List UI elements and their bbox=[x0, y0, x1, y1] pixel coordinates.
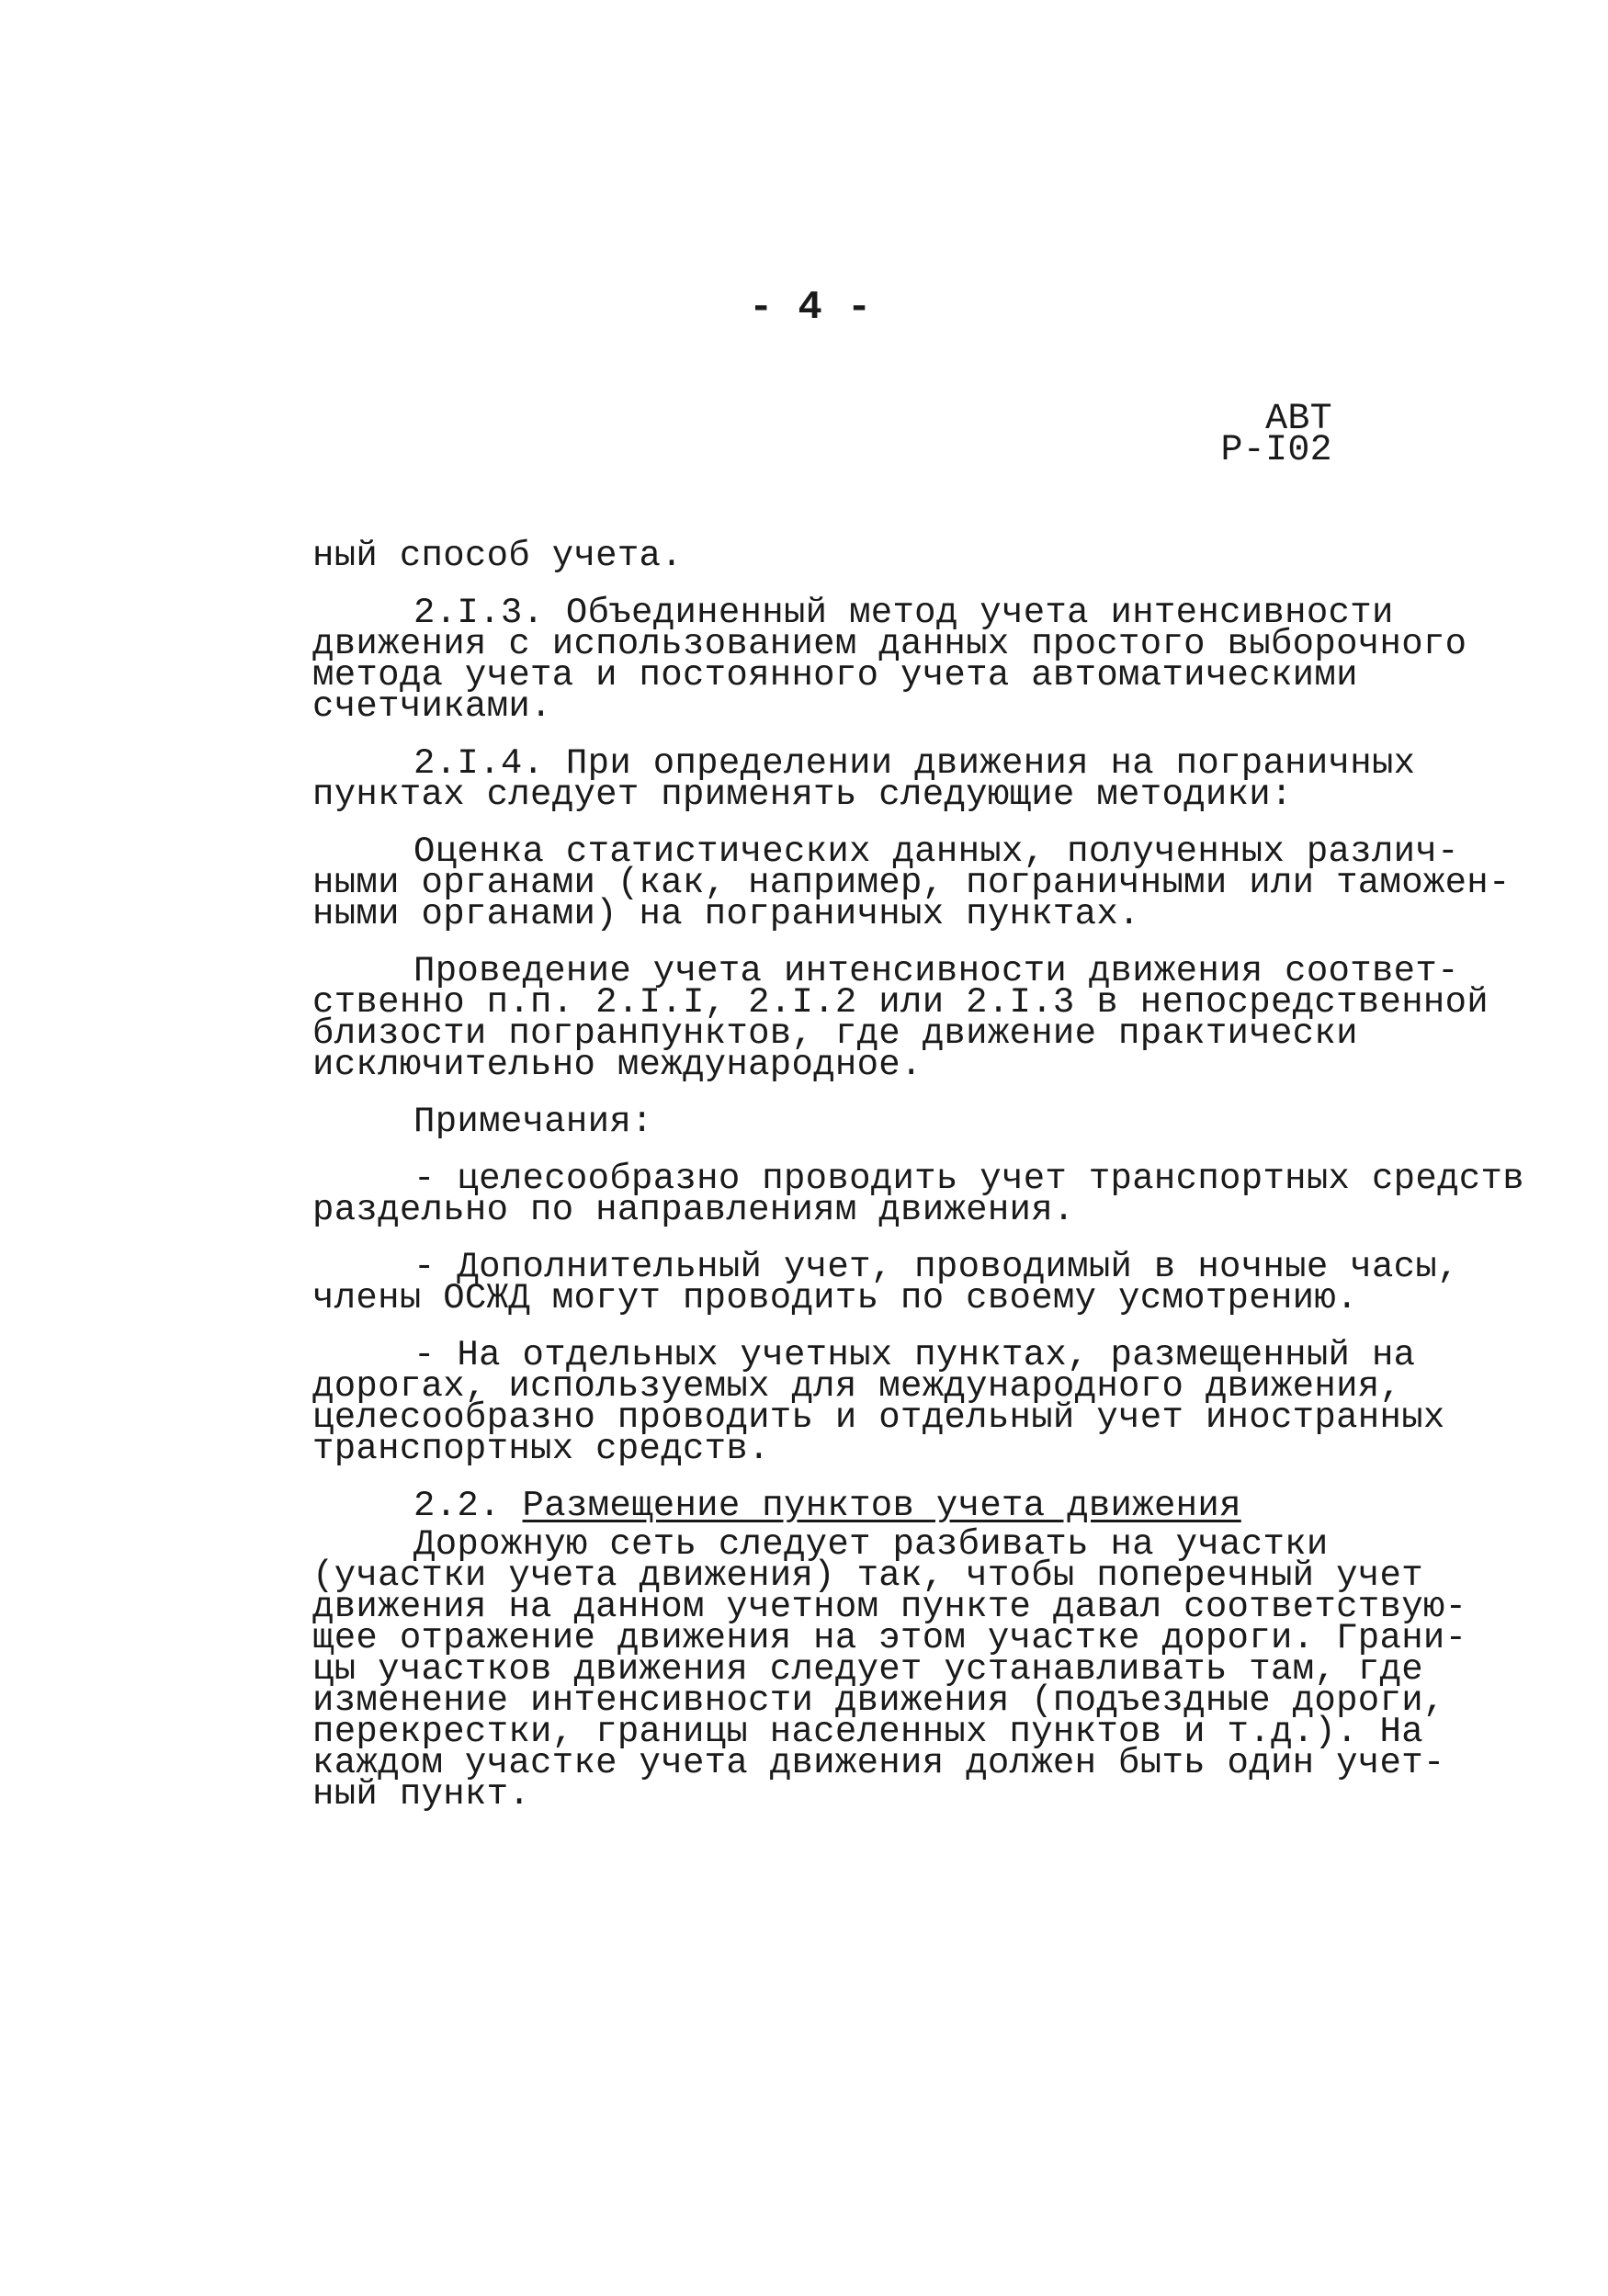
section-heading-line bbox=[312, 1486, 1452, 1526]
text-line: изменение интенсивности движения (подъездные дороги, bbox=[312, 1680, 1445, 1721]
text-line: (участки учета движения) так, чтобы поперечный учет bbox=[312, 1555, 1423, 1596]
text-line: счетчиками. bbox=[312, 686, 552, 727]
text-line: Проведение учета интенсивности движения соответ- bbox=[413, 951, 1459, 991]
section-heading-2-2 bbox=[312, 1486, 1452, 1526]
text-line: метода учета и постоянного учета автоматическими bbox=[312, 655, 1358, 696]
page-number: - 4 - bbox=[749, 285, 872, 331]
body-text bbox=[312, 536, 1524, 1836]
text-line: ными органами (как, например, пограничными или таможен- bbox=[312, 863, 1511, 903]
section-number: 2.2. bbox=[413, 1486, 501, 1526]
text-line: ными органами) на пограничных пунктах. bbox=[312, 894, 1140, 934]
text-line: ственно п.п. 2.I.I, 2.I.2 или 2.I.3 в непосредственной bbox=[312, 982, 1489, 1023]
paragraph-intro bbox=[312, 536, 1452, 576]
paragraph-statistics bbox=[312, 831, 1511, 934]
text-line: движения на данном учетном пункте давал соответствую- bbox=[312, 1587, 1467, 1627]
text-line: транспортных средств. bbox=[312, 1429, 770, 1469]
paragraph-2-1-4 bbox=[312, 743, 1452, 815]
paragraph-2-1-3 bbox=[312, 593, 1467, 727]
text-line: целесообразно проводить и отдельный учет иностранных bbox=[312, 1397, 1445, 1438]
text-line: цы участков движения следует устанавливать там, где bbox=[312, 1649, 1423, 1690]
section-title: Размещение пунктов учета движения bbox=[522, 1486, 1241, 1526]
document-code bbox=[1204, 399, 1332, 471]
note-2 bbox=[312, 1247, 1459, 1318]
text-line: Дорожную сеть следует разбивать на участки bbox=[413, 1524, 1329, 1565]
text-line: 2.I.3. Объединенный метод учета интенсивности bbox=[413, 593, 1394, 633]
text-line: - На отдельных учетных пунктах, размещенный на bbox=[413, 1335, 1416, 1375]
note-1 bbox=[312, 1159, 1524, 1230]
text-line: каждом участке учета движения должен быть один учет- bbox=[312, 1743, 1445, 1783]
text-line: дорогах, используемых для международного движения, bbox=[312, 1366, 1402, 1407]
notes-title bbox=[312, 1102, 1452, 1142]
text-line: перекрестки, границы населенных пунктов и т.д.). На bbox=[312, 1712, 1423, 1752]
text-line: ный способ учета. bbox=[312, 536, 683, 576]
text-line: щее отражение движения на этом участке дороги. Грани- bbox=[312, 1618, 1467, 1658]
note-3 bbox=[312, 1335, 1452, 1469]
text-line: - целесообразно проводить учет транспортных средств bbox=[413, 1159, 1524, 1199]
text-line: пунктах следует применять следующие методики: bbox=[312, 775, 1293, 815]
text-line: раздельно по направлениям движения. bbox=[312, 1190, 1075, 1230]
text-line: Оценка статистических данных, полученных различ- bbox=[413, 831, 1459, 872]
text-line: члены ОСЖД могут проводить по своему усмотрению. bbox=[312, 1278, 1358, 1318]
text-line: близости погранпунктов, где движение практически bbox=[312, 1013, 1358, 1054]
text-line: Примечания: bbox=[413, 1102, 653, 1142]
paragraph-2-2 bbox=[312, 1524, 1467, 1815]
paragraph-conduct bbox=[312, 951, 1489, 1085]
document-code-line-1: АВТ bbox=[1265, 399, 1332, 440]
text-line: - Дополнительный учет, проводимый в ночные часы, bbox=[413, 1247, 1459, 1287]
document-code-line-2: Р-I02 bbox=[1220, 430, 1332, 471]
text-line: ный пункт. bbox=[312, 1774, 531, 1815]
text-line: 2.I.4. При определении движения на пограничных bbox=[413, 743, 1416, 784]
text-line: движения с использованием данных простого выборочного bbox=[312, 624, 1467, 664]
text-line: исключительно международное. bbox=[312, 1045, 923, 1085]
